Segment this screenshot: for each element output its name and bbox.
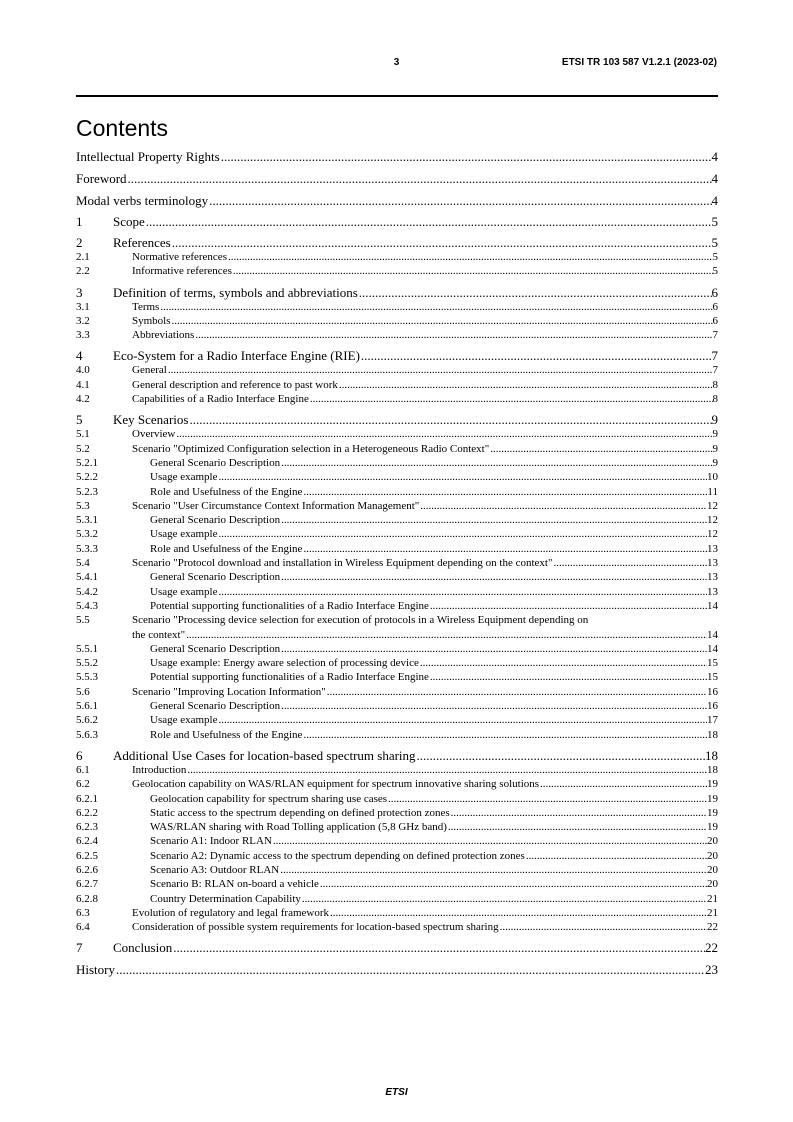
- toc-entry-number: 5.4: [76, 557, 90, 570]
- footer-etsi: ETSI: [385, 1087, 408, 1098]
- toc-leader-dots: [359, 285, 712, 300]
- toc-entry-page: 8: [712, 393, 718, 406]
- toc-entry-page: 21: [707, 906, 718, 919]
- toc-entry-title: Capabilities of a Radio Interface Engine: [132, 393, 309, 406]
- toc-entry-page: 11: [707, 485, 718, 498]
- toc-entry[interactable]: [76, 806, 718, 820]
- toc-entry-number: 5.1: [76, 428, 90, 441]
- toc-entry[interactable]: [76, 570, 718, 584]
- toc-entry-page: 17: [707, 714, 718, 727]
- toc-entry-title: General: [132, 364, 167, 377]
- toc-entry-number: 2.2: [76, 265, 90, 278]
- toc-entry-page: 18: [707, 728, 718, 741]
- toc-entry-page: 20: [707, 878, 718, 891]
- toc-entry-page: 5: [712, 251, 718, 263]
- toc-entry-title: Abbreviations: [132, 329, 195, 342]
- toc-entry-title: Scenario "Protocol download and installation in Wireless Equipment depending on the context": [132, 557, 553, 570]
- toc-entry[interactable]: [76, 920, 718, 934]
- toc-entry-page: 13: [707, 585, 718, 598]
- toc-entry-number: 5.3.2: [76, 528, 98, 541]
- toc-entry-title: Normative references: [132, 251, 227, 263]
- toc-entry[interactable]: [76, 348, 718, 363]
- toc-leader-dots: [339, 378, 713, 392]
- toc-entry-continuation[interactable]: [76, 628, 718, 642]
- toc-entry[interactable]: [76, 470, 718, 484]
- toc-entry-title: Geolocation capability for spectrum sharing use cases: [150, 792, 388, 805]
- toc-entry-title: Scenario B: RLAN on-board a vehicle: [150, 878, 319, 891]
- toc-entry[interactable]: [76, 670, 718, 684]
- toc-entry[interactable]: [76, 314, 718, 328]
- toc-entry-number: 5.6.2: [76, 714, 98, 727]
- toc-entry-title: General description and reference to past work: [132, 378, 338, 391]
- toc-leader-dots: [420, 499, 707, 513]
- toc-entry-number: 1: [76, 214, 83, 229]
- toc-entry-title: Symbols: [132, 314, 171, 327]
- toc-entry[interactable]: [76, 585, 718, 599]
- toc-entry-title: General Scenario Description: [150, 700, 281, 713]
- toc-entry-page: 4: [711, 149, 718, 164]
- toc-entry-number: 5: [76, 412, 83, 428]
- toc-leader-dots: [219, 470, 708, 484]
- toc-leader-dots: [273, 834, 707, 848]
- toc-entry-title: Foreword: [76, 171, 127, 186]
- toc-entry[interactable]: [76, 285, 718, 300]
- toc-entry-page: 13: [707, 571, 718, 584]
- page-header: [76, 57, 717, 71]
- toc-entry-number: 5.2.2: [76, 471, 98, 484]
- toc-entry-number: 5.6: [76, 685, 90, 698]
- toc-leader-dots: [388, 792, 707, 806]
- toc-entry-number: 6.2.6: [76, 863, 98, 876]
- toc-entry-title: Usage example: [150, 471, 218, 484]
- toc-entry-number: 3.1: [76, 300, 90, 313]
- toc-entry-number: 5.4.1: [76, 571, 98, 584]
- toc-leader-dots: [189, 412, 711, 427]
- toc-entry-page: 20: [707, 849, 718, 862]
- toc-leader-dots: [417, 748, 705, 763]
- toc-leader-dots: [327, 685, 707, 699]
- toc-leader-dots: [303, 485, 707, 499]
- toc-entry[interactable]: [76, 427, 718, 441]
- toc-entry-number: 6.2: [76, 778, 90, 791]
- toc-entry-number: 3.3: [76, 329, 90, 342]
- toc-entry-title: Scenario "Processing device selection for execution of protocols in a Wireless Equipment depending on: [132, 614, 589, 627]
- toc-entry-title: WAS/RLAN sharing with Road Tolling application (5,8 GHz band): [150, 821, 447, 834]
- toc-entry[interactable]: [76, 442, 718, 456]
- toc-leader-dots: [219, 527, 708, 541]
- toc-leader-dots: [303, 542, 707, 556]
- toc-entry[interactable]: [76, 777, 718, 791]
- toc-entry-number: 6: [76, 747, 83, 763]
- toc-entry-title: Usage example: [150, 714, 218, 727]
- toc-entry-number: 6.2.2: [76, 806, 98, 819]
- toc-entry[interactable]: [76, 412, 718, 427]
- toc-entry-page: 9: [712, 456, 718, 469]
- toc-leader-dots: [430, 599, 707, 613]
- toc-leader-dots: [302, 892, 707, 906]
- toc-entry-title: Role and Usefulness of the Engine: [150, 728, 303, 741]
- toc-entry-number: 6.2.3: [76, 821, 98, 834]
- toc-entry-number: 5.4.2: [76, 585, 98, 598]
- toc-entry-title: Potential supporting functionalities of a Radio Interface Engine: [150, 671, 429, 684]
- toc-entry-page: 21: [707, 892, 718, 905]
- toc-entry-title: Scenario A1: Indoor RLAN: [150, 835, 272, 848]
- toc-entry-number: 5.6.1: [76, 700, 98, 713]
- toc-entry-number: 3.2: [76, 314, 90, 327]
- toc-leader-dots: [146, 214, 712, 229]
- toc-entry-number: 7: [76, 940, 83, 956]
- toc-entry[interactable]: [76, 485, 718, 499]
- toc-entry[interactable]: [76, 556, 718, 570]
- toc-entry[interactable]: [76, 542, 718, 556]
- toc-entry-number: 5.5.3: [76, 671, 98, 684]
- header-rule: [76, 95, 718, 97]
- toc-entry-title: Scope: [113, 214, 145, 229]
- toc-entry-title: Definition of terms, symbols and abbreviations: [113, 284, 358, 300]
- toc-entry-page: 6: [712, 300, 718, 313]
- toc-entry-page: 9: [711, 412, 718, 428]
- toc-entry-page: 4: [711, 193, 718, 208]
- toc-entry-number: 2.1: [76, 251, 90, 263]
- toc-entry-title: Informative references: [132, 265, 232, 278]
- toc-entry-title-cont: the context": [132, 628, 186, 641]
- toc-entry-page: 9: [712, 442, 718, 455]
- toc-leader-dots: [526, 849, 707, 863]
- toc-leader-dots: [500, 920, 707, 934]
- toc-entry[interactable]: [76, 235, 718, 250]
- toc-entry[interactable]: [76, 363, 718, 377]
- toc-entry-title: Eco-System for a Radio Interface Engine (RIE): [113, 348, 360, 364]
- toc-entry-title: Terms: [132, 300, 160, 313]
- toc-entry-number: 6.2.8: [76, 892, 98, 905]
- toc-entry[interactable]: [76, 849, 718, 863]
- toc-leader-dots: [160, 300, 712, 314]
- toc-entry[interactable]: [76, 599, 718, 613]
- toc-entry-title: Geolocation capability on WAS/RLAN equipment for spectrum innovative sharing solutions: [132, 778, 540, 791]
- toc-entry[interactable]: [76, 499, 718, 513]
- toc-leader-dots: [281, 642, 707, 656]
- toc-entry-page: 16: [707, 685, 718, 698]
- toc-leader-dots: [553, 556, 707, 570]
- toc-entry-title: Static access to the spectrum depending on defined protection zones: [150, 806, 450, 819]
- toc-entry-page: 13: [707, 542, 718, 555]
- toc-leader-dots: [430, 670, 707, 684]
- page-number: 3: [393, 57, 400, 68]
- toc-entry-title: Scenario "Optimized Configuration selection in a Heterogeneous Radio Context": [132, 442, 490, 455]
- toc-entry[interactable]: [76, 527, 718, 541]
- toc-entry-title: General Scenario Description: [150, 571, 281, 584]
- toc-entry[interactable]: [76, 728, 718, 742]
- toc-entry-title: Overview: [132, 428, 176, 441]
- toc-entry[interactable]: [76, 699, 718, 713]
- toc-entry-page: 7: [712, 364, 718, 377]
- toc-entry[interactable]: [76, 820, 718, 834]
- toc-entry[interactable]: [76, 763, 718, 777]
- toc-entry-number: 5.3: [76, 499, 90, 512]
- toc-entry-title: General Scenario Description: [150, 456, 281, 469]
- toc-entry-number: 6.2.7: [76, 878, 98, 891]
- toc-entry-page: 19: [707, 821, 718, 834]
- toc-entry[interactable]: [76, 906, 718, 920]
- toc-entry-page: 6: [711, 284, 718, 300]
- toc-entry-page: 14: [707, 642, 718, 655]
- toc-entry-number: 5.2: [76, 442, 90, 455]
- toc-entry-title: Modal verbs terminology: [76, 193, 209, 208]
- toc-leader-dots: [490, 442, 712, 456]
- table-of-contents: [76, 142, 718, 977]
- toc-entry-number: 3: [76, 284, 83, 300]
- toc-entry-title: Usage example: Energy aware selection of processing device: [150, 657, 419, 670]
- toc-leader-dots: [221, 149, 712, 164]
- toc-entry-page: 22: [707, 921, 718, 934]
- toc-entry-title: References: [113, 235, 171, 250]
- toc-entry-number: 5.2.1: [76, 456, 98, 469]
- toc-leader-dots: [280, 863, 707, 877]
- toc-entry[interactable]: [76, 613, 718, 627]
- toc-entry-title: Role and Usefulness of the Engine: [150, 485, 303, 498]
- toc-entry-title: Evolution of regulatory and legal framework: [132, 906, 330, 919]
- toc-entry[interactable]: [76, 940, 718, 955]
- toc-entry[interactable]: [76, 642, 718, 656]
- toc-entry-number: 5.5.1: [76, 642, 98, 655]
- toc-entry-number: 5.6.3: [76, 728, 98, 741]
- toc-entry-page: 5: [712, 265, 718, 278]
- toc-entry-number: 5.2.3: [76, 485, 98, 498]
- toc-entry-page: 20: [707, 863, 718, 876]
- toc-entry[interactable]: [76, 892, 718, 906]
- toc-entry-page: 19: [707, 792, 718, 805]
- toc-entry-page: 12: [707, 499, 718, 512]
- toc-entry[interactable]: [76, 962, 718, 977]
- toc-entry-title: Usage example: [150, 528, 218, 541]
- toc-entry-page: 19: [707, 806, 718, 819]
- toc-leader-dots: [303, 728, 707, 742]
- toc-entry[interactable]: [76, 748, 718, 763]
- toc-entry-number: 5.3.1: [76, 514, 98, 527]
- toc-entry-page: 6: [712, 314, 718, 327]
- toc-entry-title: Introduction: [132, 763, 187, 776]
- toc-entry[interactable]: [76, 685, 718, 699]
- toc-entry-title: General Scenario Description: [150, 514, 281, 527]
- toc-entry-title: Role and Usefulness of the Engine: [150, 542, 303, 555]
- toc-entry[interactable]: [76, 264, 718, 278]
- toc-leader-dots: [128, 171, 712, 186]
- toc-entry-number: 6.2.1: [76, 792, 98, 805]
- toc-entry[interactable]: [76, 300, 718, 314]
- toc-leader-dots: [330, 906, 707, 920]
- toc-entry[interactable]: [76, 513, 718, 527]
- toc-leader-dots: [310, 392, 713, 406]
- toc-entry-page: 23: [705, 962, 718, 978]
- toc-entry-page: 15: [707, 657, 718, 670]
- toc-leader-dots: [361, 348, 712, 363]
- toc-leader-dots: [281, 513, 707, 527]
- toc-entry[interactable]: [76, 149, 718, 164]
- toc-entry-page: 7: [711, 348, 718, 364]
- toc-entry-page: 12: [707, 528, 718, 541]
- toc-leader-dots: [233, 264, 713, 278]
- toc-entry[interactable]: [76, 193, 718, 208]
- toc-entry[interactable]: [76, 378, 718, 392]
- document-reference: ETSI TR 103 587 V1.2.1 (2023-02): [561, 57, 717, 68]
- toc-entry-page: 8: [712, 378, 718, 391]
- toc-leader-dots: [281, 699, 707, 713]
- toc-leader-dots: [540, 777, 707, 791]
- toc-entry-page: 15: [707, 671, 718, 684]
- toc-entry-title: Key Scenarios: [113, 412, 189, 428]
- toc-entry-title: General Scenario Description: [150, 642, 281, 655]
- toc-entry[interactable]: [76, 877, 718, 891]
- toc-entry-number: 4.1: [76, 378, 90, 391]
- toc-entry[interactable]: [76, 863, 718, 877]
- toc-entry-number: 2: [76, 235, 83, 250]
- toc-entry[interactable]: [76, 171, 718, 186]
- toc-leader-dots: [219, 713, 708, 727]
- toc-entry-number: 4: [76, 348, 83, 364]
- toc-leader-dots: [172, 235, 712, 250]
- toc-entry-title: Scenario A3: Outdoor RLAN: [150, 863, 280, 876]
- toc-entry-title: Conclusion: [113, 940, 173, 956]
- toc-entry-title: Consideration of possible system requirements for location-based spectrum sharing: [132, 921, 499, 934]
- toc-entry-number: 6.2.5: [76, 849, 98, 862]
- toc-entry-number: 6.1: [76, 763, 90, 776]
- toc-entry-title: Scenario "Improving Location Information": [132, 685, 326, 698]
- toc-entry-page: 12: [707, 514, 718, 527]
- toc-entry-page: 4: [711, 171, 718, 186]
- toc-leader-dots: [228, 250, 713, 264]
- toc-entry-page: 18: [707, 763, 718, 776]
- toc-entry-page: 20: [707, 835, 718, 848]
- toc-entry-page: 7: [712, 329, 718, 342]
- toc-entry-page: 10: [707, 471, 718, 484]
- toc-leader-dots: [209, 193, 711, 208]
- toc-entry[interactable]: [76, 392, 718, 406]
- toc-leader-dots: [281, 570, 707, 584]
- toc-entry[interactable]: [76, 792, 718, 806]
- toc-entry-number: 4.2: [76, 393, 90, 406]
- toc-entry-title: Country Determination Capability: [150, 892, 301, 905]
- toc-entry-page: 14: [707, 628, 718, 641]
- toc-entry-number: 4.0: [76, 364, 90, 377]
- toc-leader-dots: [172, 314, 713, 328]
- toc-entry-page: 16: [707, 700, 718, 713]
- toc-leader-dots: [186, 628, 707, 642]
- toc-leader-dots: [219, 585, 708, 599]
- toc-entry[interactable]: [76, 456, 718, 470]
- toc-entry-page: 22: [705, 940, 718, 956]
- toc-entry-page: 19: [707, 778, 718, 791]
- toc-entry-number: 6.3: [76, 906, 90, 919]
- toc-leader-dots: [448, 820, 707, 834]
- toc-entry-page: 13: [707, 557, 718, 570]
- toc-entry-page: 18: [705, 747, 718, 763]
- toc-entry-title: Potential supporting functionalities of a Radio Interface Engine: [150, 599, 429, 612]
- toc-entry-page: 14: [707, 599, 718, 612]
- toc-entry-title: Scenario "User Circumstance Context Information Management": [132, 499, 420, 512]
- toc-entry[interactable]: [76, 713, 718, 727]
- toc-leader-dots: [195, 328, 712, 342]
- toc-entry-title: Usage example: [150, 585, 218, 598]
- toc-entry-page: 5: [711, 214, 718, 229]
- toc-leader-dots: [187, 763, 707, 777]
- toc-leader-dots: [176, 427, 712, 441]
- toc-leader-dots: [451, 806, 707, 820]
- toc-entry-number: 5.5.2: [76, 657, 98, 670]
- toc-entry-title: Intellectual Property Rights: [76, 149, 220, 164]
- toc-entry[interactable]: [76, 214, 718, 229]
- toc-entry-number: 6.4: [76, 921, 90, 934]
- toc-leader-dots: [173, 940, 705, 955]
- toc-entry-title: History: [76, 962, 115, 978]
- toc-entry-page: 9: [712, 428, 718, 441]
- toc-entry-number: 5.4.3: [76, 599, 98, 612]
- toc-entry-number: 5.3.3: [76, 542, 98, 555]
- toc-entry-page: 5: [711, 235, 718, 250]
- toc-leader-dots: [168, 363, 713, 377]
- toc-entry[interactable]: [76, 250, 718, 264]
- toc-entry-number: 5.5: [76, 614, 90, 627]
- toc-leader-dots: [320, 877, 707, 891]
- toc-leader-dots: [281, 456, 712, 470]
- toc-leader-dots: [420, 656, 707, 670]
- toc-entry[interactable]: [76, 656, 718, 670]
- toc-entry-title: Additional Use Cases for location-based spectrum sharing: [113, 747, 416, 763]
- toc-leader-dots: [116, 962, 705, 977]
- toc-entry-number: 6.2.4: [76, 835, 98, 848]
- toc-entry[interactable]: [76, 834, 718, 848]
- toc-entry[interactable]: [76, 328, 718, 342]
- toc-entry-title: Scenario A2: Dynamic access to the spectrum depending on defined protection zones: [150, 849, 525, 862]
- page-title: Contents: [76, 115, 169, 142]
